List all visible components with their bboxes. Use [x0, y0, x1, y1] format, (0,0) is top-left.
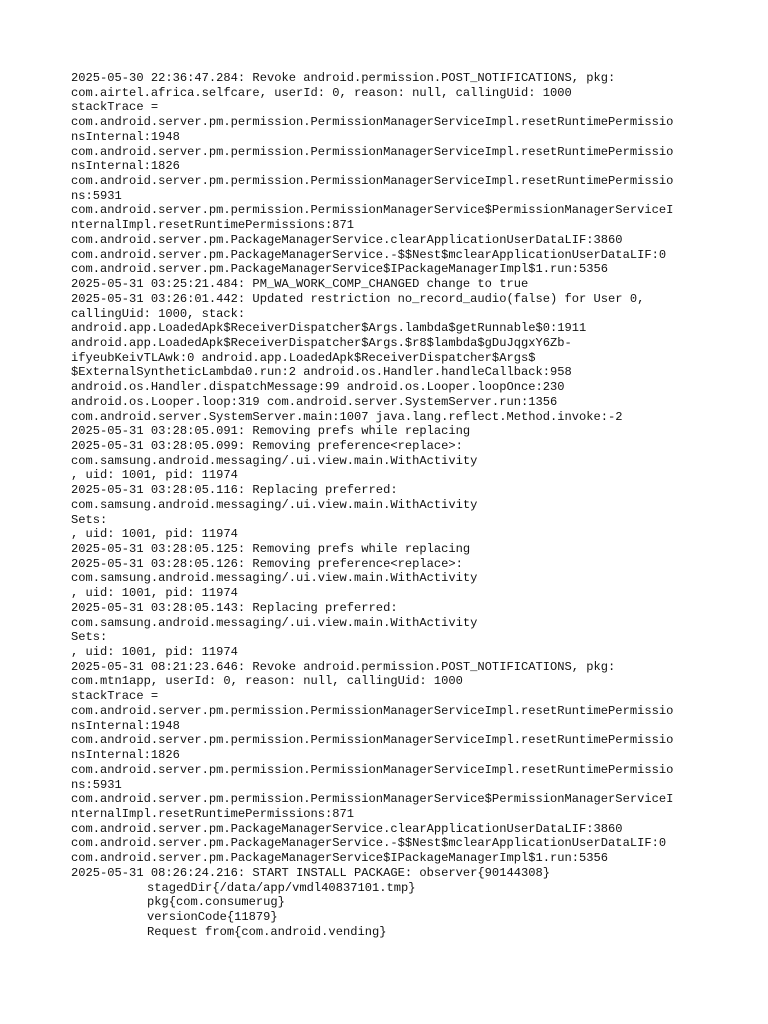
- log-line: android.os.Handler.dispatchMessage:99 android.os.Looper.loopOnce:230: [71, 380, 565, 395]
- log-line: 2025-05-31 03:28:05.143: Replacing preferred:: [71, 600, 398, 615]
- log-line: com.android.server.pm.PackageManagerService.-$$Nest$mclearApplicationUserDataLIF:0: [71, 836, 667, 851]
- log-line-indented: pkg{com.consumerug}: [147, 895, 285, 910]
- log-line: com.android.server.pm.PackageManagerService.clearApplicationUserDataLIF:3860: [71, 821, 623, 836]
- log-line: com.android.server.SystemServer.main:1007 java.lang.reflect.Method.invoke:-2: [71, 409, 623, 424]
- log-line: 2025-05-31 08:26:24.216: START INSTALL PACKAGE: observer{90144308}: [71, 865, 550, 880]
- log-text: [71, 71, 711, 939]
- log-line-indented: versionCode{11879}: [147, 909, 278, 924]
- log-line: , uid: 1001, pid: 11974: [71, 586, 238, 601]
- log-line: 2025-05-30 22:36:47.284: Revoke android.permission.POST_NOTIFICATIONS, pkg:: [71, 71, 616, 85]
- log-line: com.android.server.pm.permission.PermissionManagerServiceImpl.resetRuntimePermissio: [71, 115, 674, 130]
- log-line: nternalImpl.resetRuntimePermissions:871: [71, 218, 355, 233]
- log-line: com.android.server.pm.PackageManagerService$IPackageManagerImpl$1.run:5356: [71, 851, 609, 866]
- log-line: nsInternal:1948: [71, 129, 180, 144]
- log-line: com.mtn1app, userId: 0, reason: null, callingUid: 1000: [71, 674, 463, 689]
- log-line: 2025-05-31 03:28:05.091: Removing prefs while replacing: [71, 424, 471, 439]
- log-line: com.samsung.android.messaging/.ui.view.main.WithActivity: [71, 571, 478, 586]
- log-line: com.android.server.pm.permission.PermissionManagerServiceImpl.resetRuntimePermissio: [71, 144, 674, 159]
- log-line: ns:5931: [71, 188, 122, 203]
- log-line: stackTrace =: [71, 100, 159, 115]
- log-line: com.android.server.pm.PackageManagerService.clearApplicationUserDataLIF:3860: [71, 232, 623, 247]
- log-line: com.samsung.android.messaging/.ui.view.main.WithActivity: [71, 615, 478, 630]
- log-line: 2025-05-31 03:25:21.484: PM_WA_WORK_COMP_CHANGED change to true: [71, 277, 529, 292]
- log-line: Sets:: [71, 512, 108, 527]
- log-line: callingUid: 1000, stack:: [71, 306, 246, 321]
- log-line: ns:5931: [71, 777, 122, 792]
- log-line: android.app.LoadedApk$ReceiverDispatcher$Args.lambda$getRunnable$0:1911: [71, 321, 587, 336]
- log-line: com.airtel.africa.selfcare, userId: 0, reason: null, callingUid: 1000: [71, 85, 572, 100]
- log-line: nsInternal:1826: [71, 748, 180, 763]
- log-line: 2025-05-31 08:21:23.646: Revoke android.permission.POST_NOTIFICATIONS, pkg:: [71, 659, 616, 674]
- log-line: Sets:: [71, 630, 108, 645]
- log-line: nternalImpl.resetRuntimePermissions:871: [71, 806, 355, 821]
- log-line: 2025-05-31 03:26:01.442: Updated restriction no_record_audio(false) for User 0,: [71, 291, 645, 306]
- log-line: com.android.server.pm.PackageManagerService$IPackageManagerImpl$1.run:5356: [71, 262, 609, 277]
- log-line: 2025-05-31 03:28:05.125: Removing prefs while replacing: [71, 542, 471, 556]
- log-line: com.android.server.pm.permission.PermissionManagerServiceImpl.resetRuntimePermissio: [71, 703, 674, 718]
- log-line: com.android.server.pm.permission.PermissionManagerService$PermissionManagerServiceI: [71, 203, 674, 218]
- log-line: com.android.server.pm.permission.PermissionManagerServiceImpl.resetRuntimePermissio: [71, 762, 674, 777]
- log-line: , uid: 1001, pid: 11974: [71, 468, 238, 483]
- log-line: android.os.Looper.loop:319 com.android.server.SystemServer.run:1356: [71, 394, 558, 409]
- log-line: android.app.LoadedApk$ReceiverDispatcher$Args.$r8$lambda$gDuJqgxY6Zb-: [71, 335, 572, 350]
- log-line-indented: Request from{com.android.vending}: [147, 924, 387, 939]
- log-line: ifyeubKeivTLAwk:0 android.app.LoadedApk$ReceiverDispatcher$Args$: [71, 350, 536, 365]
- log-line-indented: stagedDir{/data/app/vmdl40837101.tmp}: [147, 880, 416, 895]
- log-line: com.android.server.pm.permission.PermissionManagerServiceImpl.resetRuntimePermissio: [71, 174, 674, 189]
- log-line: nsInternal:1826: [71, 159, 180, 174]
- log-line: 2025-05-31 03:28:05.116: Replacing preferred:: [71, 483, 398, 498]
- log-line: , uid: 1001, pid: 11974: [71, 527, 238, 542]
- log-line: nsInternal:1948: [71, 718, 180, 733]
- log-line: stackTrace =: [71, 689, 159, 704]
- log-line: com.samsung.android.messaging/.ui.view.main.WithActivity: [71, 453, 478, 468]
- log-line: $ExternalSyntheticLambda0.run:2 android.os.Handler.handleCallback:958: [71, 365, 572, 380]
- log-line: 2025-05-31 03:28:05.099: Removing preference<replace>:: [71, 438, 463, 453]
- log-line: com.android.server.pm.permission.PermissionManagerService$PermissionManagerServiceI: [71, 792, 674, 807]
- log-line: com.android.server.pm.permission.PermissionManagerServiceImpl.resetRuntimePermissio: [71, 733, 674, 748]
- log-line: , uid: 1001, pid: 11974: [71, 645, 238, 660]
- log-line: 2025-05-31 03:28:05.126: Removing preference<replace>:: [71, 556, 463, 571]
- log-line: com.android.server.pm.PackageManagerService.-$$Nest$mclearApplicationUserDataLIF:0: [71, 247, 667, 262]
- log-line: com.samsung.android.messaging/.ui.view.main.WithActivity: [71, 497, 478, 512]
